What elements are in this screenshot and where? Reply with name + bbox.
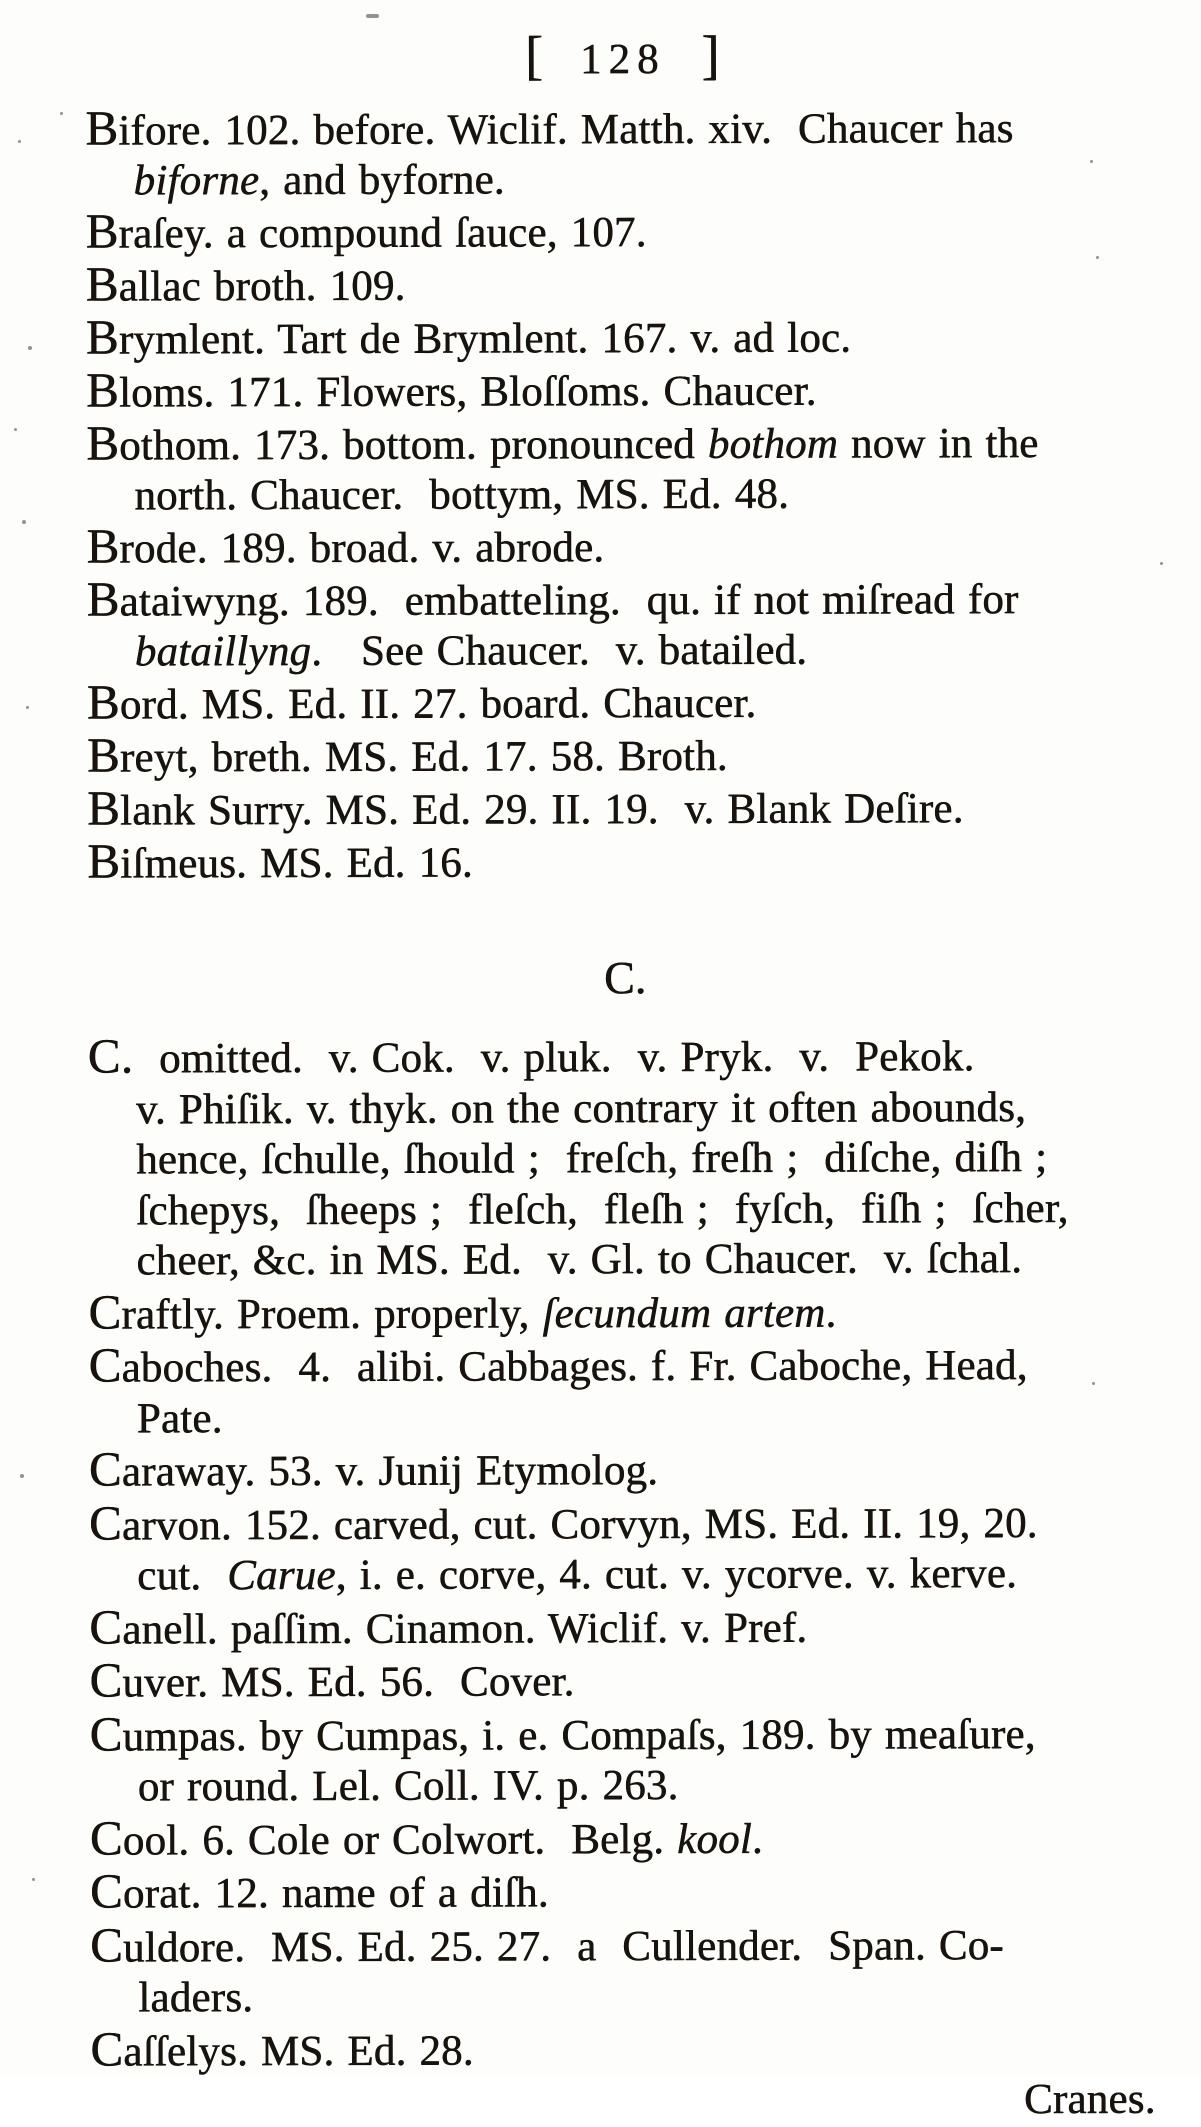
glossary-continuation-line bbox=[88, 1133, 1163, 1186]
entry-text: Ballac broth. 109. bbox=[85, 256, 406, 312]
glossary-entry-line bbox=[89, 1442, 1164, 1498]
glossary-entry-line bbox=[90, 1810, 1165, 1866]
entry-text: cut. bbox=[137, 1552, 228, 1600]
entry-text: Canell. paſſim. Cinamon. Wiclif. v. Pref. bbox=[89, 1598, 808, 1654]
entry-text: Bataiwyng. 189. embatteling. qu. if not miſread for bbox=[86, 571, 1019, 627]
entry-text: . See Chaucer. v. batailed. bbox=[311, 626, 808, 675]
catchword: Cranes. bbox=[1023, 2075, 1156, 2123]
entry-text: laders. bbox=[138, 1973, 254, 2022]
entry-text: Bord. MS. Ed. II. 27. board. Chaucer. bbox=[86, 674, 757, 730]
entry-text: Cuver. MS. Ed. 56. Cover. bbox=[89, 1652, 575, 1708]
page-content bbox=[85, 0, 1166, 2127]
entry-text: Blank Surry. MS. Ed. 29. II. 19. v. Blank Deſire. bbox=[87, 780, 964, 836]
entry-text: . bbox=[825, 1288, 837, 1336]
glossary-continuation-line bbox=[87, 625, 1162, 678]
italic-term: kool bbox=[676, 1815, 752, 1863]
glossary-entry-line bbox=[85, 101, 1160, 157]
glossary-entry-line bbox=[88, 1284, 1163, 1340]
glossary-continuation-line bbox=[90, 1760, 1165, 1813]
entry-text: Breyt, breth. MS. Ed. 17. 58. Broth. bbox=[86, 727, 728, 783]
left-bracket: [ bbox=[524, 25, 544, 86]
scan-speck bbox=[60, 112, 63, 115]
entry-text: , and byforne. bbox=[259, 156, 505, 204]
entry-text: Culdore. MS. Ed. 25. 27. a Cullender. Span. Co- bbox=[90, 1916, 1004, 1972]
glossary-entry-line bbox=[88, 1029, 1163, 1085]
glossary-entry-line bbox=[89, 1495, 1164, 1551]
section-c-heading: C. bbox=[603, 951, 647, 1004]
glossary-entry-line bbox=[86, 519, 1161, 575]
entry-text: . bbox=[751, 1815, 763, 1863]
glossary-entry-line bbox=[89, 1653, 1164, 1709]
scan-speck bbox=[22, 520, 26, 524]
scan-speck bbox=[20, 1474, 24, 1478]
glossary-entry-line bbox=[86, 310, 1161, 366]
glossary-entries-c bbox=[88, 1029, 1166, 2078]
entry-text: Caboches. 4. alibi. Cabbages. f. Fr. Caboche, Head, bbox=[88, 1337, 1028, 1393]
glossary-entry-line bbox=[87, 572, 1162, 628]
glossary-continuation-line bbox=[89, 1549, 1164, 1602]
glossary-entry-line bbox=[86, 257, 1161, 313]
entry-text: Caraway. 53. v. Junij Etymolog. bbox=[88, 1441, 659, 1497]
glossary-continuation-line bbox=[88, 1082, 1163, 1135]
scan-speck bbox=[18, 140, 21, 143]
entry-text: Pate. bbox=[136, 1394, 223, 1442]
glossary-entry-line bbox=[86, 416, 1161, 472]
entry-text: C. omitted. v. Cok. v. pluk. v. Pryk. v. Pekok. bbox=[87, 1028, 975, 1084]
page-number-heading bbox=[85, 0, 1160, 87]
glossary-entry-line bbox=[87, 675, 1162, 731]
entry-text: Bothom. 173. bottom. pronounced bbox=[86, 415, 708, 471]
entry-text: Biſmeus. MS. Ed. 16. bbox=[87, 833, 473, 889]
glossary-entry-line bbox=[87, 834, 1162, 890]
glossary-entry-line bbox=[90, 2021, 1165, 2077]
page-number: 128 bbox=[579, 35, 666, 84]
section-c bbox=[87, 949, 1165, 2078]
entry-text: ſchepys, ſheeps ; fleſch, fleſh ; fyſch, fiſh ; ſcher, bbox=[136, 1184, 1069, 1234]
entry-text: Carvon. 152. carved, cut. Corvyn, MS. Ed. II. 19, 20. bbox=[88, 1494, 1038, 1550]
italic-term: Carue bbox=[227, 1551, 336, 1600]
entry-text: Corat. 12. name of a diſh. bbox=[89, 1863, 549, 1919]
glossary-entry-line bbox=[87, 728, 1162, 784]
scan-speck bbox=[14, 428, 17, 431]
glossary-continuation-line bbox=[88, 1183, 1163, 1236]
scan-speck bbox=[32, 1878, 35, 1881]
entry-text: north. Chaucer. bottym, MS. Ed. 48. bbox=[134, 470, 789, 520]
section-b bbox=[85, 101, 1162, 890]
entry-text: Craftly. Proem. properly, bbox=[88, 1283, 543, 1339]
glossary-entry-line bbox=[86, 363, 1161, 419]
glossary-entry-line bbox=[90, 1864, 1165, 1920]
italic-term: bataillyng bbox=[134, 627, 312, 676]
italic-term: bothom bbox=[707, 420, 839, 468]
entry-text: Brode. 189. broad. v. abrode. bbox=[86, 518, 605, 574]
glossary-entry-line bbox=[89, 1599, 1164, 1655]
italic-term: biforne bbox=[133, 156, 260, 205]
italic-term: ſecundum artem bbox=[542, 1288, 826, 1337]
scan-speck bbox=[28, 346, 32, 350]
right-bracket: ] bbox=[701, 24, 721, 85]
entry-text: Cool. 6. Cole or Colwort. Belg. bbox=[89, 1809, 678, 1865]
entry-text: Cumpas. by Cumpas, i. e. Compaſs, 189. by meaſure, bbox=[89, 1705, 1036, 1761]
entry-text: Caſſelys. MS. Ed. 28. bbox=[90, 2020, 474, 2076]
glossary-entry-line bbox=[90, 1917, 1165, 1973]
glossary-entry-line bbox=[86, 204, 1161, 260]
glossary-continuation-line bbox=[88, 1234, 1163, 1287]
glossary-continuation-line bbox=[86, 469, 1161, 522]
glossary-continuation-line bbox=[85, 154, 1160, 207]
entry-text: v. Phiſik. v. thyk. on the contrary it often abounds, bbox=[135, 1083, 1027, 1133]
glossary-entry-line bbox=[89, 1338, 1164, 1394]
entry-text: or round. Lel. Coll. IV. p. 263. bbox=[137, 1761, 679, 1811]
entry-text: Braſey. a compound ſauce, 107. bbox=[85, 203, 647, 259]
entry-text: Brymlent. Tart de Brymlent. 167. v. ad loc. bbox=[85, 309, 852, 365]
glossary-continuation-line bbox=[89, 1391, 1164, 1444]
entry-text: Bloms. 171. Flowers, Bloſſoms. Chaucer. bbox=[85, 362, 817, 418]
glossary-continuation-line bbox=[90, 1971, 1165, 2024]
glossary-entry-line bbox=[89, 1706, 1164, 1762]
glossary-entry-line bbox=[87, 781, 1162, 837]
entry-text: Bifore. 102. before. Wiclif. Matth. xiv. Chaucer has bbox=[85, 100, 1014, 156]
glossary-entries-b bbox=[85, 101, 1162, 890]
entry-text: cheer, &c. in MS. Ed. v. Gl. to Chaucer. v. ſchal. bbox=[136, 1234, 1023, 1285]
entry-text: now in the bbox=[837, 419, 1039, 468]
scan-speck bbox=[26, 706, 29, 709]
entry-text: hence, ſchulle, ſhould ; freſch, freſh ; diſche, diſh ; bbox=[135, 1133, 1048, 1184]
entry-text: , i. e. corve, 4. cut. v. ycorve. v. kerve. bbox=[335, 1549, 1017, 1599]
